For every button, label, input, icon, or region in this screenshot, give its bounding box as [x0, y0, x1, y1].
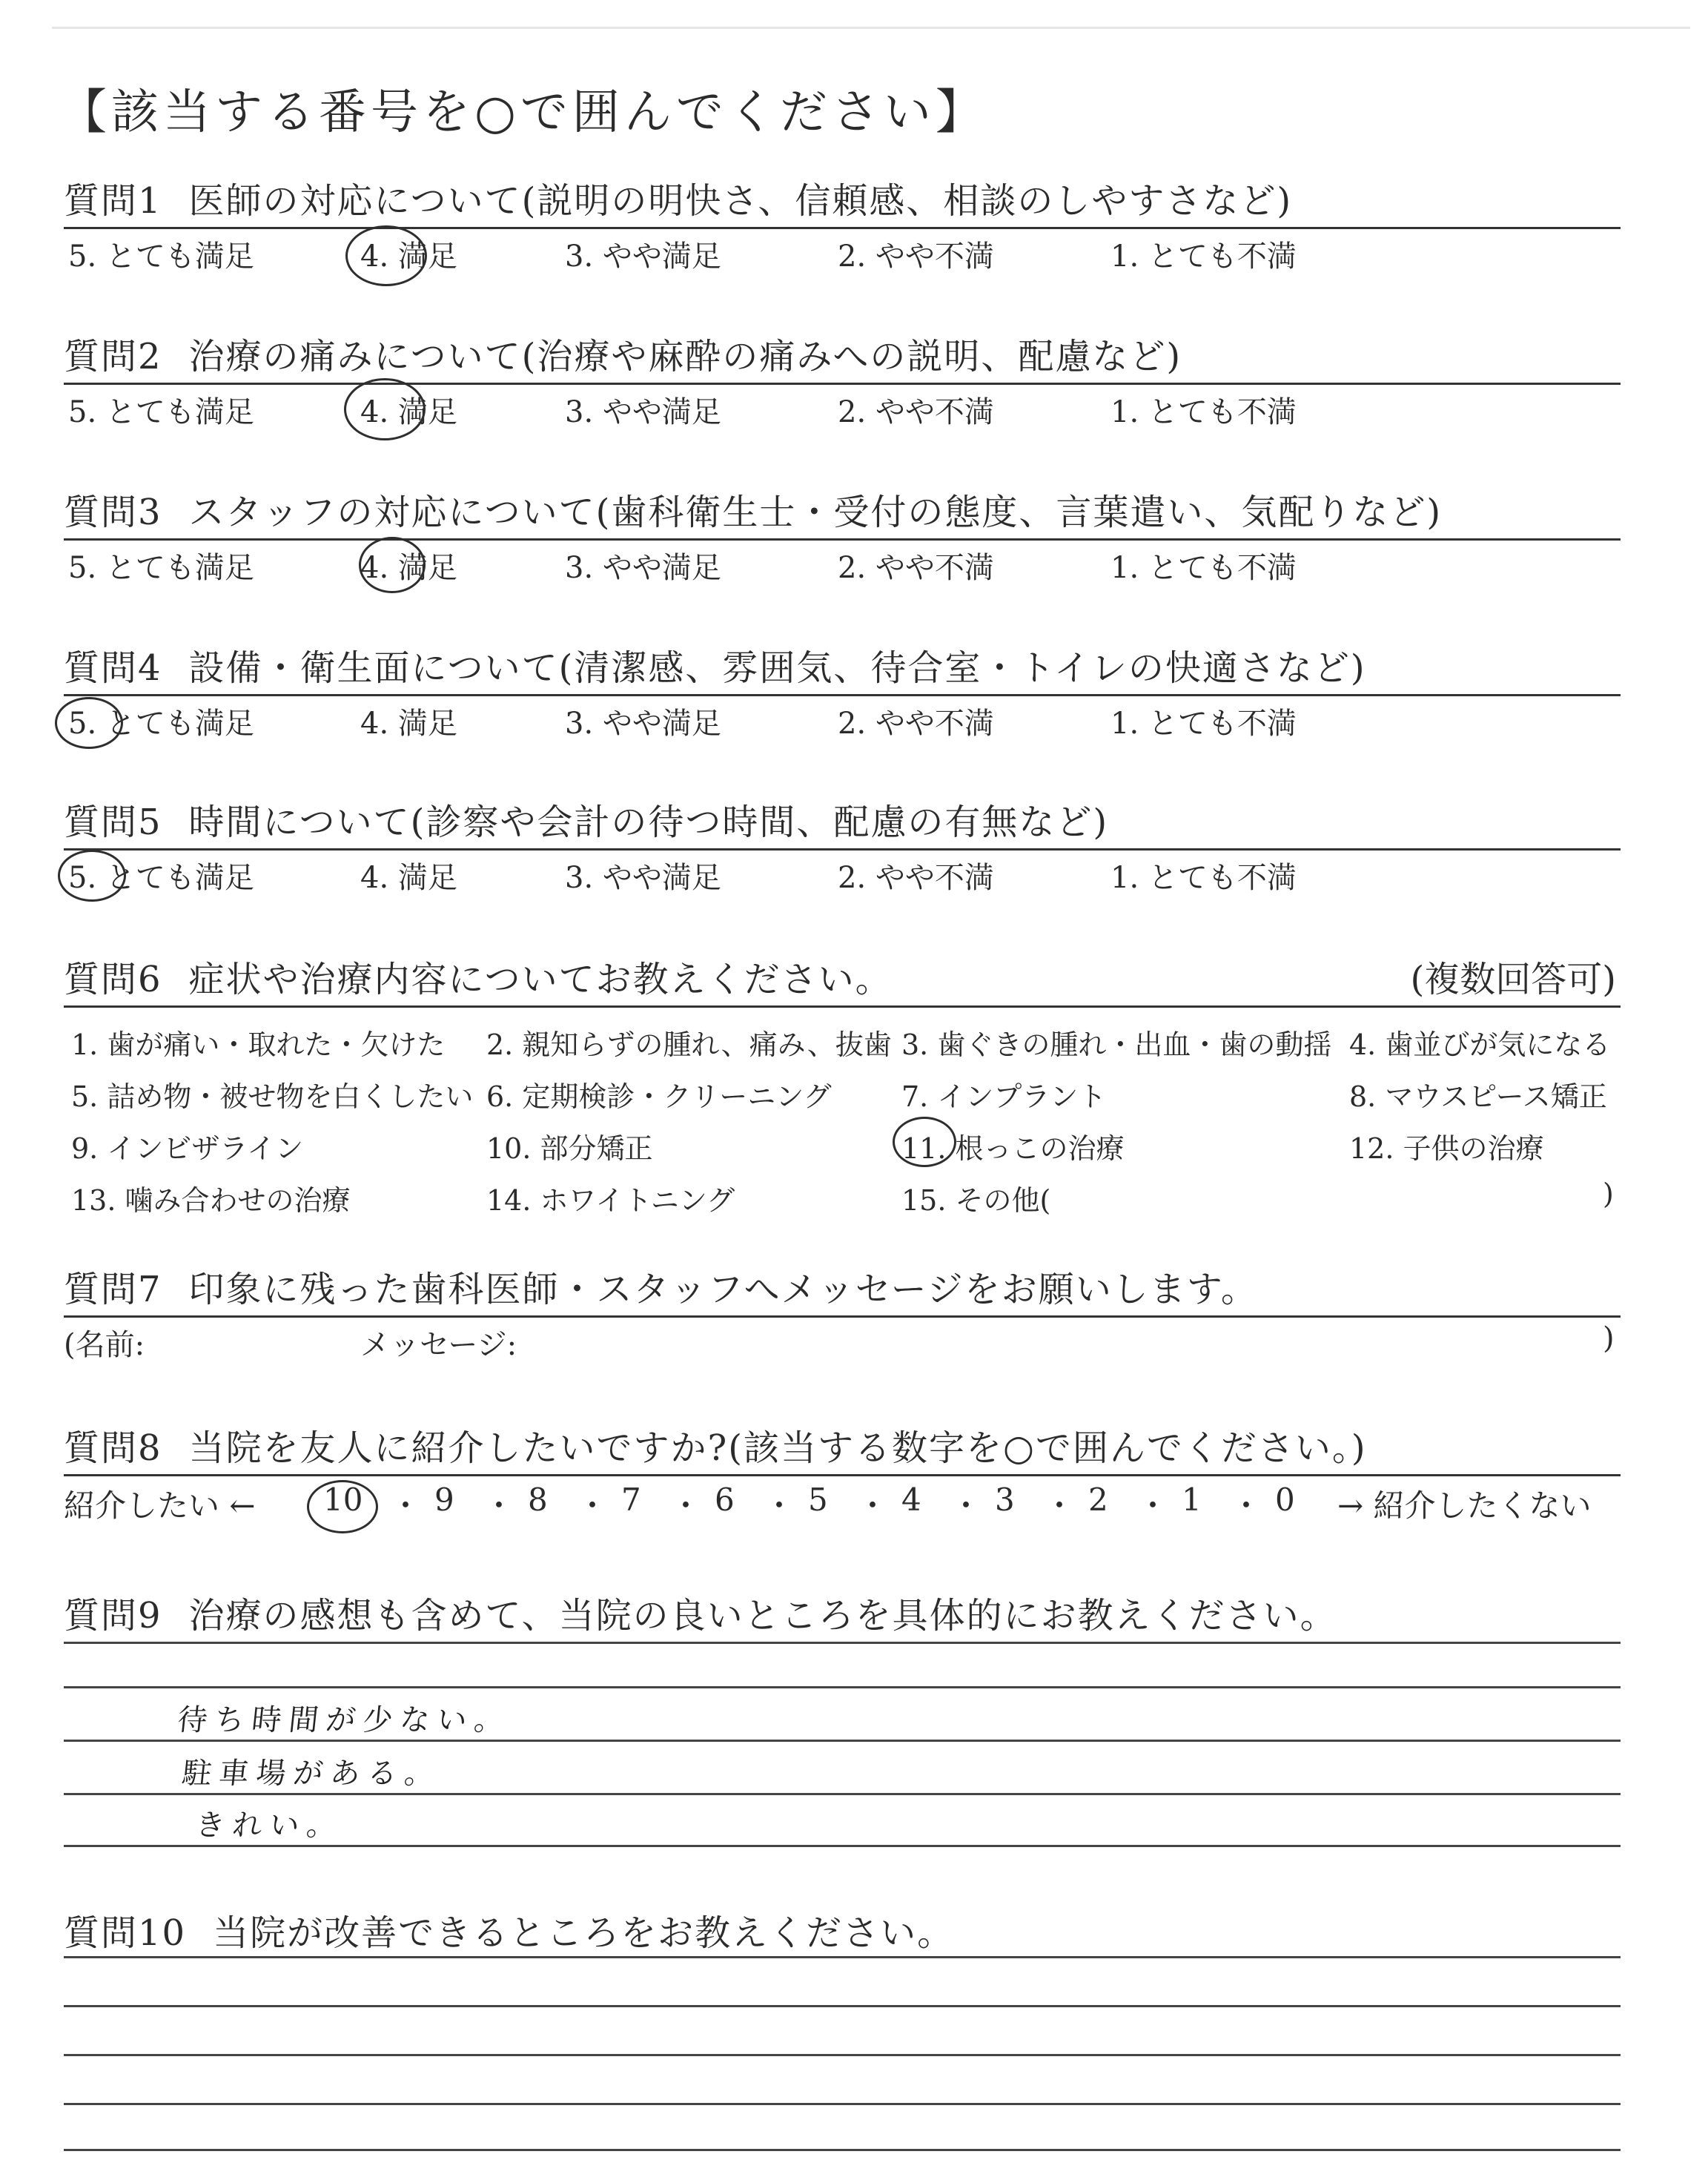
question-heading	[64, 172, 1292, 223]
question-heading	[64, 639, 1366, 690]
question-text: 設備・衛生面について(清潔感、雰囲気、待合室・トイレの快適さなど)	[188, 647, 1366, 689]
symptom-option[interactable]: 10. 部分矯正	[486, 1132, 653, 1165]
handwritten-answer: きれい。	[193, 1809, 346, 1843]
question-2	[64, 328, 1621, 429]
symptom-option[interactable]: 6. 定期検診・クリーニング	[486, 1080, 832, 1113]
symptom-option[interactable]: 4. 歯並びが気になる	[1349, 1028, 1611, 1061]
option-4[interactable]: 4. 満足	[360, 395, 457, 429]
question-number: 質問2	[64, 336, 162, 377]
answer-circle	[344, 378, 426, 440]
question-heading	[64, 1419, 1367, 1470]
scale-value-10[interactable]: 10	[323, 1482, 363, 1518]
option-3[interactable]: 3. やや満足	[565, 395, 721, 429]
scale-separator: ・	[670, 1487, 702, 1524]
question-number: 質問1	[64, 180, 162, 222]
heading-rule	[64, 227, 1621, 229]
question-heading	[64, 1587, 1337, 1638]
option-1[interactable]: 1. とても不満	[1110, 240, 1297, 274]
option-2[interactable]: 2. やや不満	[838, 707, 994, 741]
option-1[interactable]: 1. とても不満	[1110, 861, 1297, 895]
answer-line	[64, 2103, 1621, 2105]
heading-rule	[64, 848, 1621, 851]
option-1[interactable]: 1. とても不満	[1110, 395, 1297, 429]
question-text: 当院を友人に紹介したいですか?(該当する数字を○で囲んでください。)	[188, 1427, 1367, 1469]
question-7	[64, 1261, 1621, 1364]
scale-separator: ・	[857, 1487, 889, 1524]
option-1[interactable]: 1. とても不満	[1110, 707, 1297, 741]
question-text: 医師の対応について(説明の明快さ、信頼感、相談のしやすさなど)	[188, 180, 1293, 222]
option-1[interactable]: 1. とても不満	[1110, 551, 1297, 585]
symptom-option[interactable]: 2. 親知らずの腫れ、痛み、抜歯	[486, 1028, 892, 1061]
symptom-option[interactable]: 7. インプラント	[901, 1080, 1107, 1113]
answer-line	[64, 1642, 1621, 1644]
answer-circle	[58, 850, 126, 902]
option-5[interactable]: 5. とても満足	[68, 551, 254, 585]
answer-line	[64, 2054, 1621, 2056]
other-close-paren: )	[1603, 1178, 1614, 1210]
question-number: 質問7	[64, 1269, 162, 1310]
answer-line	[64, 2005, 1621, 2007]
message-label: メッセージ:	[360, 1328, 517, 1362]
name-label: (名前:	[64, 1328, 145, 1362]
question-number: 質問10	[64, 1912, 187, 1954]
question-text: 治療の感想も含めて、当院の良いところを具体的にお教えください。	[188, 1595, 1337, 1636]
scale-right-label: → 紹介したくない	[1337, 1487, 1592, 1524]
question-1	[64, 172, 1621, 274]
answer-circle	[55, 697, 123, 749]
option-2[interactable]: 2. やや不満	[838, 861, 994, 895]
question-number: 質問9	[64, 1595, 162, 1636]
handwritten-answer: 待ち時間が少ない。	[176, 1703, 514, 1737]
heading-rule	[64, 1315, 1621, 1318]
scale-left-label: 紹介したい ←	[64, 1487, 256, 1524]
question-4	[64, 639, 1621, 741]
message-close-paren: )	[1603, 1321, 1615, 1355]
question-text: スタッフの対応について(歯科衛生士・受付の態度、言葉遣い、気配りなど)	[188, 492, 1443, 533]
scale-value-5[interactable]: 5	[808, 1482, 828, 1518]
option-3[interactable]: 3. やや満足	[565, 240, 721, 274]
answer-line	[64, 1956, 1621, 1958]
question-text: 症状や治療内容についてお教えください。	[188, 959, 893, 1000]
question-number: 質問3	[64, 492, 162, 533]
scale-separator: ・	[1231, 1487, 1262, 1524]
option-2[interactable]: 2. やや不満	[838, 240, 994, 274]
option-5[interactable]: 5. とても満足	[68, 707, 254, 741]
option-4[interactable]: 4. 満足	[360, 551, 457, 585]
option-4[interactable]: 4. 満足	[360, 240, 457, 274]
question-text: 時間について(診察や会計の待つ時間、配慮の有無など)	[188, 802, 1109, 843]
symptom-option[interactable]: 13. 噛み合わせの治療	[71, 1184, 351, 1217]
heading-rule	[64, 1005, 1621, 1008]
question-8	[64, 1419, 1621, 1530]
question-6	[64, 951, 1621, 1232]
option-2[interactable]: 2. やや不満	[838, 551, 994, 585]
question-heading	[64, 483, 1442, 535]
question-heading	[64, 1904, 954, 1955]
question-number: 質問6	[64, 959, 162, 1000]
answer-line	[64, 1845, 1621, 1847]
scale-value-4[interactable]: 4	[901, 1482, 921, 1518]
question-heading	[64, 1261, 1258, 1312]
answer-line	[64, 1686, 1621, 1688]
scale-value-8[interactable]: 8	[528, 1482, 548, 1518]
heading-rule	[64, 694, 1621, 696]
answer-circle	[359, 537, 426, 593]
symptom-option[interactable]: 5. 詰め物・被せ物を白くしたい	[71, 1080, 474, 1113]
scale-separator: ・	[577, 1487, 609, 1524]
option-5[interactable]: 5. とても満足	[68, 395, 254, 429]
question-3	[64, 483, 1621, 585]
option-5[interactable]: 5. とても満足	[68, 240, 254, 274]
question-heading	[64, 793, 1108, 845]
scale-value-1[interactable]: 1	[1182, 1482, 1202, 1518]
answer-line	[64, 1740, 1621, 1742]
scale-separator: ・	[950, 1487, 982, 1524]
scan-edge	[52, 27, 1690, 29]
question-number: 質問5	[64, 802, 162, 843]
question-text: 当院が改善できるところをお教えください。	[213, 1912, 955, 1954]
scale-separator: ・	[1044, 1487, 1076, 1524]
scale-value-0[interactable]: 0	[1275, 1482, 1295, 1518]
scale-separator: ・	[1137, 1487, 1169, 1524]
question-text: 印象に残った歯科医師・スタッフへメッセージをお願いします。	[188, 1269, 1258, 1310]
heading-rule	[64, 1474, 1621, 1476]
symptom-option[interactable]: 11. 根っこの治療	[901, 1132, 1125, 1165]
scale-value-2[interactable]: 2	[1088, 1482, 1108, 1518]
scale-value-3[interactable]: 3	[995, 1482, 1015, 1518]
scale-value-6[interactable]: 6	[715, 1482, 735, 1518]
option-4[interactable]: 4. 満足	[360, 707, 457, 741]
question-9	[64, 1587, 1621, 1883]
question-heading	[64, 951, 893, 1002]
answer-line	[64, 2149, 1621, 2151]
question-10	[64, 1904, 1621, 2160]
option-3[interactable]: 3. やや満足	[565, 707, 721, 741]
question-number: 質問8	[64, 1427, 162, 1469]
answer-circle	[893, 1117, 956, 1167]
answer-line	[64, 1793, 1621, 1795]
symptom-option[interactable]: 1. 歯が痛い・取れた・欠けた	[71, 1028, 446, 1061]
form-title: 【該当する番号を○で囲んでください】	[59, 85, 987, 140]
answer-circle	[307, 1480, 378, 1533]
heading-rule	[64, 538, 1621, 541]
scale-separator: ・	[483, 1487, 515, 1524]
option-5[interactable]: 5. とても満足	[68, 861, 254, 895]
question-5	[64, 793, 1621, 895]
scale-separator: ・	[390, 1487, 422, 1524]
option-3[interactable]: 3. やや満足	[565, 861, 721, 895]
option-4[interactable]: 4. 満足	[360, 861, 457, 895]
scale-value-7[interactable]: 7	[621, 1482, 641, 1518]
answer-circle	[345, 225, 427, 286]
recommend-scale	[64, 1482, 1621, 1526]
option-3[interactable]: 3. やや満足	[565, 551, 721, 585]
handwritten-answer: 駐車場がある。	[180, 1757, 444, 1791]
scale-value-9[interactable]: 9	[434, 1482, 454, 1518]
question-heading	[64, 328, 1182, 379]
symptom-option-other[interactable]: 15. その他(	[901, 1184, 1051, 1217]
symptom-option[interactable]: 12. 子供の治療	[1349, 1132, 1544, 1165]
heading-rule	[64, 383, 1621, 385]
question-number: 質問4	[64, 647, 162, 689]
question-text: 治療の痛みについて(治療や麻酔の痛みへの説明、配慮など)	[188, 336, 1182, 377]
symptom-option[interactable]: 14. ホワイトニング	[486, 1184, 735, 1217]
option-2[interactable]: 2. やや不満	[838, 395, 994, 429]
multiple-answers-note: (複数回答可)	[1410, 959, 1616, 1000]
symptom-option[interactable]: 3. 歯ぐきの腫れ・出血・歯の動揺	[901, 1028, 1332, 1061]
symptom-option[interactable]: 8. マウスピース矯正	[1349, 1080, 1607, 1113]
symptom-option[interactable]: 9. インビザライン	[71, 1132, 304, 1165]
scale-separator: ・	[764, 1487, 795, 1524]
